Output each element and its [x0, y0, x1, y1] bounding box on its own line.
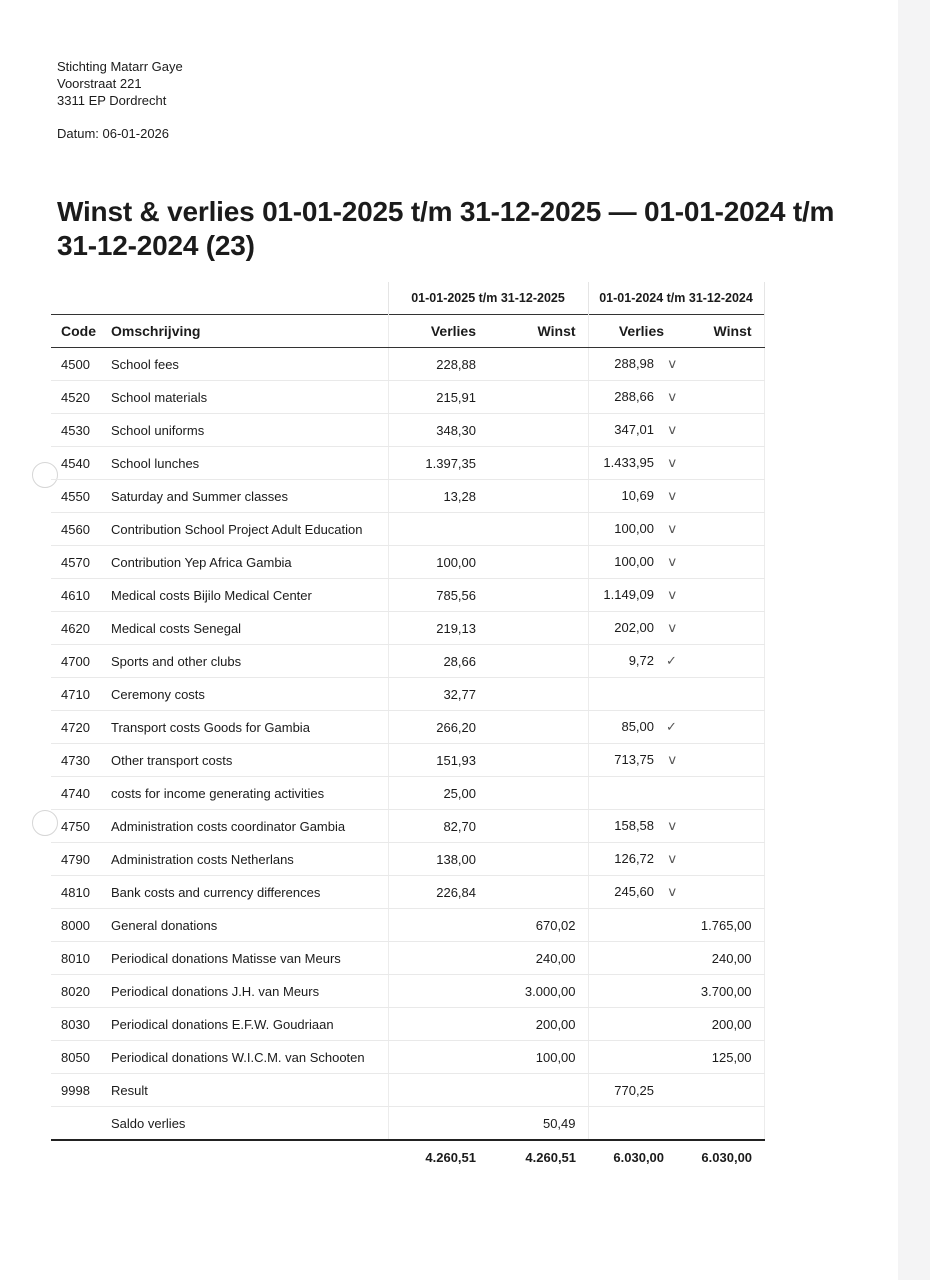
- row-winst-2024: [676, 1008, 764, 1041]
- row-code: [51, 414, 103, 447]
- row-verlies-2025: [388, 1008, 488, 1041]
- row-winst-2025: [488, 777, 588, 810]
- row-code-value: 4710: [61, 686, 90, 702]
- row-verlies-2025: [388, 744, 488, 777]
- date-line: Datum: 06-01-2026: [57, 126, 170, 141]
- row-winst-2024-value: 125,00: [711, 1049, 752, 1065]
- row-verlies-2025: [388, 1074, 488, 1107]
- row-description: [103, 1041, 388, 1074]
- row-verlies-2024: [588, 645, 676, 678]
- row-verlies-2025-value: 32,77: [443, 686, 476, 702]
- row-code: [51, 1041, 103, 1074]
- row-verlies-2024-value: 126,72: [614, 851, 655, 866]
- row-verlies-2025-value: 785,56: [436, 587, 476, 603]
- row-code: [51, 711, 103, 744]
- row-verlies-2025-value: 138,00: [436, 851, 476, 867]
- row-verlies-2024-value: 85,00: [621, 719, 655, 734]
- total-winst-2024: 6.030,00: [676, 1140, 764, 1173]
- row-verlies-2025: [388, 1041, 488, 1074]
- row-description-value: Medical costs Bijilo Medical Center: [111, 587, 312, 603]
- row-description-value: School uniforms: [111, 422, 205, 438]
- check-mark-icon: v: [668, 357, 677, 372]
- row-verlies-2024: [588, 414, 676, 447]
- city: 3311 EP Dordrecht: [57, 93, 167, 108]
- row-code: [51, 645, 103, 678]
- row-description: [103, 909, 388, 942]
- table-row: [51, 612, 764, 645]
- street: Voorstraat 221: [57, 76, 142, 91]
- row-description-value: Saldo verlies: [111, 1115, 186, 1131]
- row-verlies-2024: [588, 612, 676, 645]
- row-winst-2025-value: 3.000,00: [524, 983, 576, 999]
- row-verlies-2025-value: 100,00: [436, 554, 476, 570]
- table-row: [51, 1107, 764, 1141]
- row-verlies-2024: [588, 381, 676, 414]
- row-winst-2025: [488, 1107, 588, 1141]
- row-verlies-2024: [588, 1074, 676, 1107]
- row-code-value: 4720: [61, 719, 90, 735]
- row-verlies-2025: [388, 1107, 488, 1141]
- row-code-value: 4530: [61, 422, 90, 438]
- row-verlies-2024-value: 288,98: [614, 356, 655, 371]
- row-code: [51, 975, 103, 1008]
- check-mark-icon: v: [668, 621, 677, 636]
- row-winst-2025: [488, 942, 588, 975]
- row-code: [51, 381, 103, 414]
- row-code-value: 8020: [61, 983, 90, 999]
- row-description: [103, 1008, 388, 1041]
- row-code-value: 4740: [61, 785, 90, 801]
- row-code-value: 4500: [61, 356, 90, 372]
- row-verlies-2025: [388, 975, 488, 1008]
- row-winst-2025-value: 50,49: [542, 1115, 576, 1131]
- row-description: [103, 678, 388, 711]
- col-winst-2025: Winst: [488, 315, 588, 348]
- row-code: [51, 876, 103, 909]
- row-code-value: 4730: [61, 752, 90, 768]
- row-code: [51, 942, 103, 975]
- row-description: [103, 381, 388, 414]
- row-winst-2025: [488, 1041, 588, 1074]
- row-description: [103, 711, 388, 744]
- row-winst-2024-value: 1.765,00: [700, 917, 752, 933]
- row-code-value: 4520: [61, 389, 90, 405]
- row-winst-2025: [488, 480, 588, 513]
- row-verlies-2025: [388, 876, 488, 909]
- row-verlies-2025-value: 266,20: [436, 719, 476, 735]
- check-mark-icon: v: [668, 753, 677, 768]
- table-row: [51, 1041, 764, 1074]
- row-description: [103, 975, 388, 1008]
- row-verlies-2024: [588, 711, 676, 744]
- row-description: [103, 1107, 388, 1141]
- table-row: [51, 645, 764, 678]
- row-verlies-2025-value: 348,30: [436, 422, 476, 438]
- row-code: [51, 810, 103, 843]
- row-verlies-2024: [588, 975, 676, 1008]
- row-description: [103, 876, 388, 909]
- row-winst-2025: [488, 1074, 588, 1107]
- scan-edge: [898, 0, 930, 1280]
- row-verlies-2024: [588, 513, 676, 546]
- row-description-value: Medical costs Senegal: [111, 620, 242, 636]
- period-header-row: [51, 282, 764, 315]
- row-code: [51, 777, 103, 810]
- row-verlies-2025-value: 1.397,35: [425, 455, 476, 471]
- check-mark-icon: v: [668, 522, 677, 537]
- row-verlies-2024: [588, 480, 676, 513]
- row-winst-2025-value: 240,00: [535, 950, 576, 966]
- row-winst-2025: [488, 744, 588, 777]
- profit-loss-table: [51, 282, 765, 1173]
- row-winst-2024: [676, 942, 764, 975]
- row-verlies-2024: [588, 1107, 676, 1141]
- row-verlies-2024-value: 158,58: [614, 818, 655, 833]
- table-row: [51, 513, 764, 546]
- row-winst-2025: [488, 645, 588, 678]
- row-winst-2024: [676, 645, 764, 678]
- row-winst-2024-value: 200,00: [711, 1016, 752, 1032]
- col-verlies-2025: Verlies: [388, 315, 488, 348]
- row-winst-2025: [488, 447, 588, 480]
- table-row: [51, 678, 764, 711]
- row-verlies-2025-value: 13,28: [443, 488, 476, 504]
- check-mark-icon: v: [668, 555, 677, 570]
- row-verlies-2024-value: 770,25: [614, 1082, 655, 1098]
- row-verlies-2024-value: 245,60: [614, 884, 655, 899]
- row-verlies-2024: [588, 1041, 676, 1074]
- row-winst-2024: [676, 810, 764, 843]
- row-verlies-2024-value: 10,69: [621, 488, 655, 503]
- row-verlies-2025: [388, 942, 488, 975]
- row-winst-2025-value: 670,02: [535, 917, 576, 933]
- table-row: [51, 744, 764, 777]
- row-code: [51, 447, 103, 480]
- row-winst-2025-value: 100,00: [535, 1049, 576, 1065]
- row-description-value: costs for income generating activities: [111, 785, 325, 801]
- row-description-value: General donations: [111, 917, 218, 933]
- row-verlies-2024: [588, 876, 676, 909]
- row-verlies-2025: [388, 348, 488, 381]
- check-mark-icon: v: [668, 390, 677, 405]
- row-verlies-2025-value: 215,91: [436, 389, 476, 405]
- row-verlies-2025: [388, 678, 488, 711]
- check-mark-icon: v: [668, 852, 677, 867]
- table-row: [51, 909, 764, 942]
- row-description-value: Administration costs Netherlans: [111, 851, 294, 867]
- row-winst-2025: [488, 348, 588, 381]
- period-2024: 01-01-2024 t/m 31-12-2024: [588, 282, 764, 315]
- row-winst-2024: [676, 447, 764, 480]
- row-verlies-2025-value: 219,13: [436, 620, 476, 636]
- table-row: [51, 942, 764, 975]
- row-verlies-2025: [388, 381, 488, 414]
- row-code: [51, 843, 103, 876]
- row-verlies-2024: [588, 777, 676, 810]
- table-row: [51, 480, 764, 513]
- row-verlies-2025: [388, 447, 488, 480]
- row-verlies-2024: [588, 348, 676, 381]
- row-winst-2025: [488, 612, 588, 645]
- row-verlies-2025: [388, 612, 488, 645]
- row-description-value: Sports and other clubs: [111, 653, 242, 669]
- row-winst-2025: [488, 876, 588, 909]
- row-description: [103, 348, 388, 381]
- row-winst-2025: [488, 546, 588, 579]
- row-verlies-2025-value: 151,93: [436, 752, 476, 768]
- table-row: [51, 810, 764, 843]
- row-verlies-2024: [588, 843, 676, 876]
- row-winst-2024: [676, 480, 764, 513]
- row-winst-2025-value: 200,00: [535, 1016, 576, 1032]
- row-winst-2024: [676, 1041, 764, 1074]
- row-description: [103, 843, 388, 876]
- row-verlies-2024-value: 9,72: [628, 653, 655, 668]
- row-description: [103, 777, 388, 810]
- row-code: [51, 546, 103, 579]
- row-verlies-2024: [588, 909, 676, 942]
- row-code-value: 4570: [61, 554, 90, 570]
- row-winst-2024: [676, 1107, 764, 1141]
- table-row: [51, 975, 764, 1008]
- row-winst-2024: [676, 513, 764, 546]
- table-row: [51, 447, 764, 480]
- row-winst-2024: [676, 975, 764, 1008]
- row-verlies-2025: [388, 645, 488, 678]
- row-verlies-2025-value: 82,70: [443, 818, 476, 834]
- row-code-value: 4700: [61, 653, 90, 669]
- page-title: Winst & verlies 01-01-2025 t/m 31-12-2025 — 01-01-2024 t/m 31-12-2024 (23): [57, 196, 835, 261]
- col-verlies-2024: Verlies: [588, 315, 676, 348]
- row-winst-2025: [488, 513, 588, 546]
- table-row: [51, 711, 764, 744]
- row-winst-2025: [488, 909, 588, 942]
- table-row: [51, 843, 764, 876]
- row-verlies-2025: [388, 909, 488, 942]
- row-winst-2024: [676, 348, 764, 381]
- row-winst-2025: [488, 975, 588, 1008]
- row-code-value: 8010: [61, 950, 90, 966]
- row-description-value: Contribution Yep Africa Gambia: [111, 554, 292, 570]
- row-winst-2024: [676, 777, 764, 810]
- row-code: [51, 744, 103, 777]
- row-description-value: Transport costs Goods for Gambia: [111, 719, 310, 735]
- row-winst-2024: [676, 876, 764, 909]
- row-winst-2025: [488, 810, 588, 843]
- row-code: [51, 348, 103, 381]
- row-winst-2024: [676, 612, 764, 645]
- row-winst-2024: [676, 711, 764, 744]
- row-description: [103, 942, 388, 975]
- totals-row: [51, 1140, 764, 1173]
- row-winst-2025: [488, 1008, 588, 1041]
- row-description: [103, 744, 388, 777]
- row-code-value: 4810: [61, 884, 90, 900]
- row-verlies-2024: [588, 546, 676, 579]
- row-verlies-2025-value: 226,84: [436, 884, 476, 900]
- row-code-value: 4560: [61, 521, 90, 537]
- row-description-value: Administration costs coordinator Gambia: [111, 818, 346, 834]
- check-mark-icon: v: [668, 885, 677, 900]
- row-verlies-2024: [588, 942, 676, 975]
- row-verlies-2025: [388, 843, 488, 876]
- row-verlies-2024-value: 288,66: [614, 389, 655, 404]
- row-description-value: Saturday and Summer classes: [111, 488, 289, 504]
- check-mark-icon: ✓: [666, 720, 677, 735]
- row-verlies-2024-value: 100,00: [614, 554, 655, 569]
- row-code-value: 8050: [61, 1049, 90, 1065]
- row-verlies-2025: [388, 777, 488, 810]
- row-winst-2024: [676, 843, 764, 876]
- row-description: [103, 546, 388, 579]
- check-mark-icon: v: [668, 489, 677, 504]
- check-mark-icon: v: [668, 819, 677, 834]
- row-verlies-2024: [588, 744, 676, 777]
- row-description-value: School lunches: [111, 455, 200, 471]
- table-row: [51, 546, 764, 579]
- row-description: [103, 1074, 388, 1107]
- row-winst-2024: [676, 579, 764, 612]
- row-winst-2024: [676, 381, 764, 414]
- table-row: [51, 876, 764, 909]
- row-code-value: 4610: [61, 587, 90, 603]
- row-code: [51, 612, 103, 645]
- total-verlies-2025: 4.260,51: [388, 1140, 488, 1173]
- row-verlies-2025: [388, 513, 488, 546]
- row-code: [51, 1074, 103, 1107]
- check-mark-icon: v: [668, 423, 677, 438]
- row-verlies-2024: [588, 810, 676, 843]
- row-verlies-2024: [588, 678, 676, 711]
- row-description: [103, 645, 388, 678]
- column-header-row: [51, 315, 764, 348]
- row-winst-2024: [676, 414, 764, 447]
- row-verlies-2024-value: 347,01: [614, 422, 655, 437]
- row-winst-2025: [488, 381, 588, 414]
- row-verlies-2024: [588, 1008, 676, 1041]
- check-mark-icon: v: [668, 456, 677, 471]
- period-2025: 01-01-2025 t/m 31-12-2025: [388, 282, 588, 315]
- address-block: [57, 58, 183, 109]
- table-row: [51, 777, 764, 810]
- row-verlies-2025: [388, 810, 488, 843]
- row-code-value: 4550: [61, 488, 90, 504]
- row-description-value: Bank costs and currency differences: [111, 884, 321, 900]
- row-description-value: Other transport costs: [111, 752, 233, 768]
- row-winst-2024: [676, 909, 764, 942]
- row-description-value: Result: [111, 1082, 148, 1098]
- row-description-value: Periodical donations E.F.W. Goudriaan: [111, 1016, 334, 1032]
- row-winst-2025: [488, 843, 588, 876]
- row-verlies-2024-value: 1.433,95: [603, 455, 655, 470]
- row-description-value: School fees: [111, 356, 179, 372]
- row-winst-2024: [676, 1074, 764, 1107]
- row-description: [103, 612, 388, 645]
- check-mark-icon: v: [668, 588, 677, 603]
- table-row: [51, 579, 764, 612]
- row-description-value: Periodical donations J.H. van Meurs: [111, 983, 320, 999]
- row-code-value: 4540: [61, 455, 90, 471]
- row-code: [51, 909, 103, 942]
- row-description: [103, 513, 388, 546]
- row-winst-2025: [488, 678, 588, 711]
- total-verlies-2024: 6.030,00: [588, 1140, 676, 1173]
- row-winst-2024: [676, 678, 764, 711]
- org-name: Stichting Matarr Gaye: [57, 59, 183, 74]
- row-code-value: 9998: [61, 1082, 90, 1098]
- row-code: [51, 579, 103, 612]
- col-code: Code: [51, 315, 103, 348]
- row-code: [51, 1107, 103, 1141]
- row-description-value: Periodical donations W.I.C.M. van Schooten: [111, 1049, 365, 1065]
- row-code: [51, 678, 103, 711]
- table-row: [51, 1074, 764, 1107]
- total-winst-2025: 4.260,51: [488, 1140, 588, 1173]
- row-description: [103, 579, 388, 612]
- row-description-value: School materials: [111, 389, 208, 405]
- row-verlies-2025: [388, 579, 488, 612]
- row-verlies-2024-value: 202,00: [614, 620, 655, 635]
- row-code-value: 8030: [61, 1016, 90, 1032]
- row-verlies-2024-value: 100,00: [614, 521, 655, 536]
- table-row: [51, 348, 764, 381]
- row-winst-2024: [676, 546, 764, 579]
- row-winst-2025: [488, 414, 588, 447]
- row-winst-2024: [676, 744, 764, 777]
- row-verlies-2025: [388, 546, 488, 579]
- row-verlies-2024-value: 1.149,09: [603, 587, 655, 602]
- row-description: [103, 810, 388, 843]
- table-row: [51, 1008, 764, 1041]
- row-verlies-2025: [388, 414, 488, 447]
- table-row: [51, 414, 764, 447]
- row-code: [51, 1008, 103, 1041]
- row-verlies-2025-value: 28,66: [443, 653, 476, 669]
- row-winst-2024-value: 240,00: [711, 950, 752, 966]
- row-description: [103, 480, 388, 513]
- col-winst-2024: Winst: [676, 315, 764, 348]
- row-description-value: Contribution School Project Adult Education: [111, 521, 363, 537]
- row-description-value: Ceremony costs: [111, 686, 205, 702]
- row-code-value: 8000: [61, 917, 90, 933]
- row-verlies-2025: [388, 480, 488, 513]
- row-code-value: 4750: [61, 818, 90, 834]
- row-code-value: 4620: [61, 620, 90, 636]
- row-description: [103, 447, 388, 480]
- row-code: [51, 480, 103, 513]
- row-description-value: Periodical donations Matisse van Meurs: [111, 950, 341, 966]
- check-mark-icon: ✓: [666, 654, 677, 669]
- col-description: Omschrijving: [103, 315, 388, 348]
- row-code-value: 4790: [61, 851, 90, 867]
- row-verlies-2025: [388, 711, 488, 744]
- row-verlies-2024: [588, 579, 676, 612]
- row-verlies-2025-value: 228,88: [436, 356, 476, 372]
- table-row: [51, 381, 764, 414]
- row-winst-2024-value: 3.700,00: [700, 983, 752, 999]
- row-verlies-2024: [588, 447, 676, 480]
- row-code: [51, 513, 103, 546]
- row-description: [103, 414, 388, 447]
- row-winst-2025: [488, 711, 588, 744]
- row-verlies-2025-value: 25,00: [443, 785, 476, 801]
- row-winst-2025: [488, 579, 588, 612]
- row-verlies-2024-value: 713,75: [614, 752, 655, 767]
